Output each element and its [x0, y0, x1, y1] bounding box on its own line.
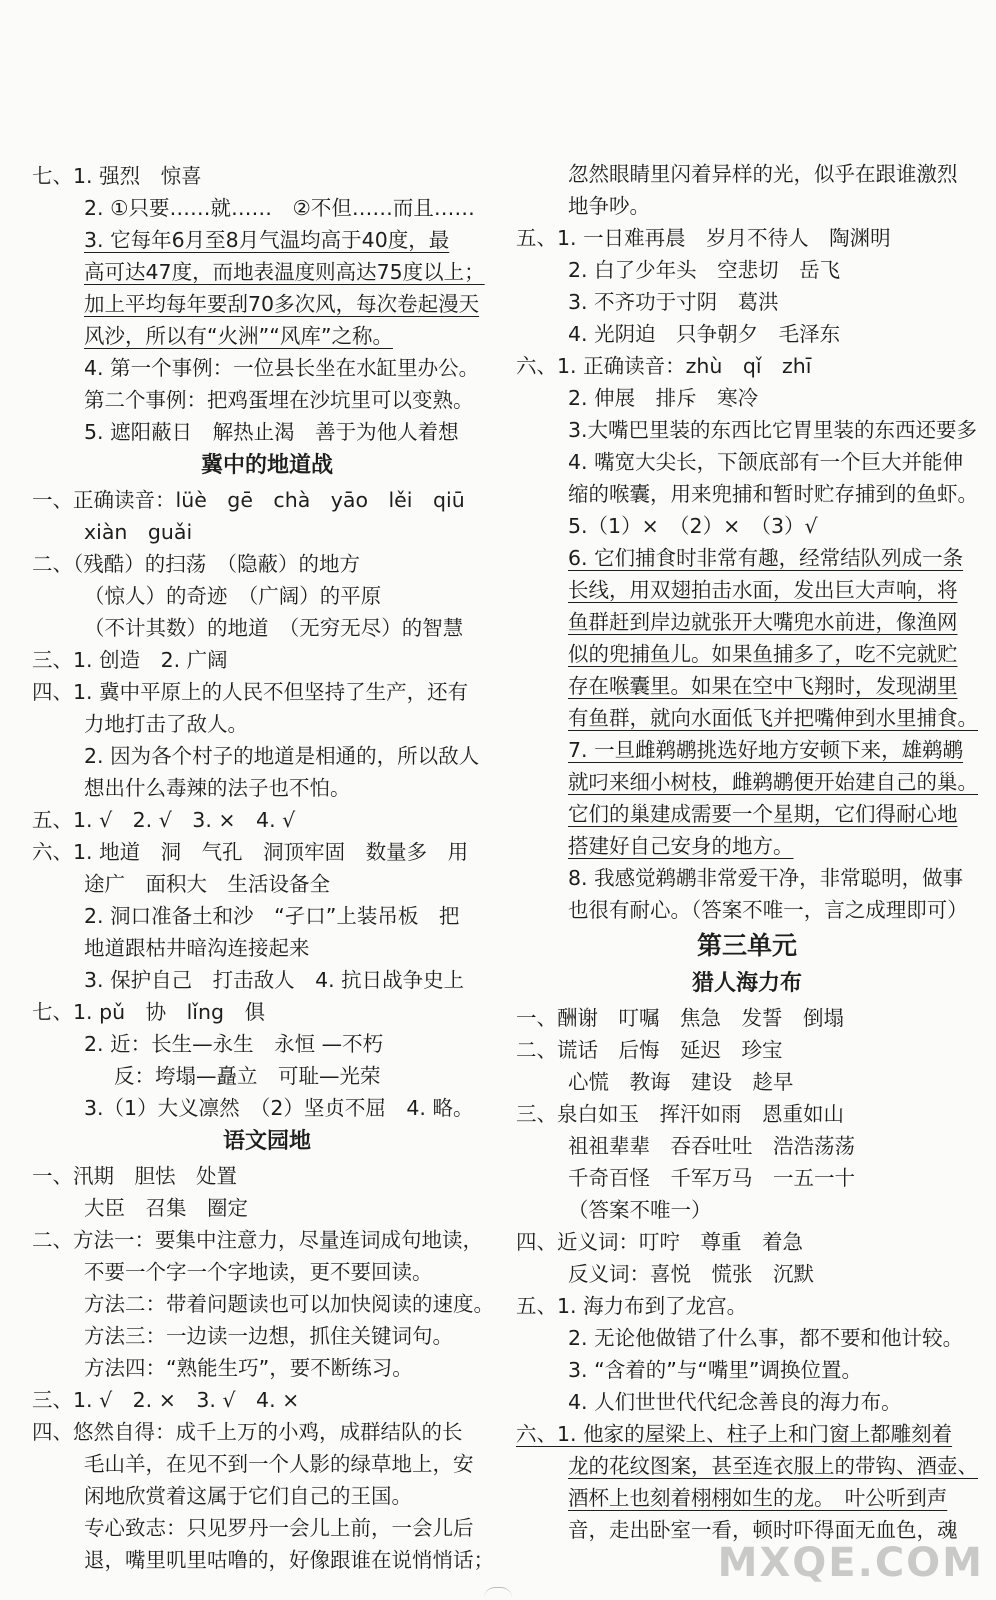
- answer-line: 7. 一旦雌鹈鹕挑选好地方安顿下来，雄鹈鹕: [568, 738, 964, 762]
- answer-line: （不计其数）的地道 （无穷无尽）的智慧: [84, 616, 464, 640]
- answer-line: 高可达47度，而地表温度则高达75度以上；: [84, 260, 485, 284]
- answer-line: 3. “含着的”与“嘴里”调换位置。: [568, 1358, 863, 1382]
- answer-line: 它们的巢建成需要一个星期，它们得耐心地: [568, 802, 958, 826]
- answer-line: 3.大嘴巴里装的东西比它胃里装的东西还要多: [568, 418, 978, 442]
- answer-line: 2. 伸展 排斥 寒冷: [568, 386, 759, 410]
- right-column: [516, 158, 978, 1546]
- answer-line: 闲地欣赏着这属于它们自己的王国。: [84, 1484, 412, 1508]
- answer-line: 就叼来细小树枝，雌鹈鹕便开始建自己的巢。: [568, 770, 978, 794]
- answer-line: 地道跟枯井暗沟连接起来: [84, 936, 310, 960]
- answer-line: 反：垮塌—矗立 可耻—光荣: [114, 1064, 381, 1088]
- answer-line: 不要一个字一个字地读，更不要回读。: [84, 1260, 433, 1284]
- answer-line: 3. 不齐功于寸阴 葛洪: [568, 290, 779, 314]
- answer-line: 五、1. √ 2. √ 3. × 4. √: [32, 808, 296, 832]
- answer-line: 四、近义词：叮咛 尊重 着急: [516, 1230, 803, 1254]
- answer-line: 3.（1）大义凛然 （2）坚贞不屈 4. 略。: [84, 1096, 474, 1120]
- site-watermark: MXQE.COM: [717, 1540, 984, 1586]
- answer-line: 力地打击了敌人。: [84, 712, 248, 736]
- section-heading: 猎人海力布: [691, 971, 802, 996]
- answer-line: 忽然眼睛里闪着异样的光，似乎在跟谁激烈: [568, 162, 958, 186]
- answer-line: 七、1. pǔ 协 lǐng 俱: [32, 1000, 265, 1024]
- answer-line: xiàn guǎi: [84, 520, 193, 544]
- answer-line: 5. 遮阳蔽日 解热止渴 善于为他人着想: [84, 420, 459, 444]
- answer-line: 方法二：带着问题读也可以加快阅读的速度。: [84, 1292, 494, 1316]
- answer-line: 大臣 召集 圈定: [84, 1196, 248, 1220]
- answer-line: 毛山羊，在见不到一个人影的绿草地上，安: [84, 1452, 474, 1476]
- answer-line: 途广 面积大 生活设备全: [84, 872, 330, 896]
- answer-line: 一、正确读音：lüè gē chà yāo lěi qiū: [32, 488, 465, 512]
- answer-line: 三、1. 创造 2. 广阔: [32, 648, 228, 672]
- answer-line: 祖祖辈辈 吞吞吐吐 浩浩荡荡: [568, 1134, 855, 1158]
- answer-line: 反义词：喜悦 慌张 沉默: [568, 1262, 814, 1286]
- answer-line: 六、1. 地道 洞 气孔 洞顶牢固 数量多 用: [32, 840, 469, 864]
- answer-line: 也很有耐心。（答案不唯一，言之成理即可）: [568, 898, 968, 922]
- answer-line: 七、1. 强烈 惊喜: [32, 164, 202, 188]
- answer-line: 5.（1）× （2）× （3）√: [568, 514, 818, 538]
- answer-line: 有鱼群，就向水面低飞并把嘴伸到水里捕食。: [568, 706, 978, 730]
- answer-line: 存在喉囊里。如果在空中飞翔时，发现湖里: [568, 674, 958, 698]
- answer-line: 五、1. 海力布到了龙宫。: [516, 1294, 748, 1318]
- answer-line: 地争吵。: [568, 194, 650, 218]
- answer-line: 千奇百怪 千军万马 一五一十: [568, 1166, 855, 1190]
- answer-line: 4. 第一个事例：一位县长坐在水缸里办公。: [84, 356, 480, 380]
- answer-line: （答案不唯一）: [568, 1198, 712, 1222]
- answer-line: 音，走出卧室一看，顿时吓得面无血色，魂: [568, 1518, 958, 1542]
- answer-line: 2. 无论他做错了什么事，都不要和他计较。: [568, 1326, 964, 1350]
- answer-line: 一、酬谢 叮嘱 焦急 发誓 倒塌: [516, 1006, 844, 1030]
- answer-line: （惊人）的奇迹 （广阔）的平原: [84, 584, 382, 608]
- answer-line: 2. 洞口准备土和沙 “孑口”上装吊板 把: [84, 904, 460, 928]
- answer-line: 缩的喉囊，用来兜捕和暂时贮存捕到的鱼虾。: [568, 482, 978, 506]
- answer-line: 8. 我感觉鹈鹕非常爱干净，非常聪明，做事: [568, 866, 964, 890]
- answer-line: 6. 它们捕食时非常有趣，经常结队列成一条: [568, 546, 964, 570]
- answer-line: 风沙，所以有“火洲”“风库”之称。: [84, 324, 393, 348]
- answer-line: 二、方法一：要集中注意力，尽量连词成句地读，: [32, 1228, 483, 1252]
- answer-line: 退，嘴里叽里咕噜的，好像跟谁在说悄悄话；: [84, 1548, 494, 1572]
- answer-line: 六、1. 他家的屋梁上、柱子上和门窗上都雕刻着: [516, 1422, 953, 1446]
- section-heading: 第三单元: [696, 931, 797, 960]
- answer-line: 3. 它每年6月至8月气温均高于40度，最: [84, 228, 450, 252]
- answer-line: 四、1. 冀中平原上的人民不但坚持了生产，还有: [32, 680, 469, 704]
- answer-line: 似的兜捕鱼儿。如果鱼捕多了，吃不完就贮: [568, 642, 958, 666]
- answer-line: 长线，用双翅拍击水面，发出巨大声响，将: [568, 578, 958, 602]
- answer-line: 心慌 教诲 建设 趁早: [568, 1070, 794, 1094]
- section-heading: 冀中的地道战: [200, 453, 333, 478]
- answer-line: 二、（残酷）的扫荡 （隐蔽）的地方: [32, 552, 360, 576]
- answer-line: 2. 因为各个村子的地道是相通的，所以敌人: [84, 744, 480, 768]
- answer-line: 三、1. √ 2. × 3. √ 4. ×: [32, 1388, 300, 1412]
- left-column: [32, 160, 502, 1576]
- answer-line: 搭建好自己安身的地方。: [568, 834, 794, 858]
- answer-line: 四、悠然自得：成千上万的小鸡，成群结队的长: [32, 1420, 463, 1444]
- answer-line: 龙的花纹图案，甚至连衣服上的带钩、酒壶、: [568, 1454, 978, 1478]
- answer-line: 4. 人们世世代代纪念善良的海力布。: [568, 1390, 902, 1414]
- answer-line: 方法三：一边读一边想，抓住关键词句。: [84, 1324, 453, 1348]
- answer-line: 酒杯上也刻着栩栩如生的龙。 叶公听到声: [568, 1486, 948, 1510]
- answer-line: 六、1. 正确读音：zhù qǐ zhī: [516, 354, 812, 378]
- answer-line: 第二个事例：把鸡蛋埋在沙坑里可以变熟。: [84, 388, 474, 412]
- answer-line: 二、谎话 后悔 延迟 珍宝: [516, 1038, 783, 1062]
- answer-line: 加上平均每年要刮70多次风，每次卷起漫天: [84, 292, 480, 316]
- answer-line: 一、汛期 胆怯 处置: [32, 1164, 237, 1188]
- answer-line: 2. 近：长生—永生 永恒 —不朽: [84, 1032, 384, 1056]
- answer-line: 2. 白了少年头 空悲切 岳飞: [568, 258, 841, 282]
- answer-line: 2. ①只要……就…… ②不但……而且……: [84, 196, 475, 220]
- answer-line: 方法四：“熟能生巧”，要不断练习。: [84, 1356, 413, 1380]
- answer-line: 3. 保护自己 打击敌人 4. 抗日战争史上: [84, 968, 465, 992]
- section-heading: 语文园地: [222, 1129, 311, 1154]
- answer-line: 三、泉白如玉 挥汗如雨 恩重如山: [516, 1102, 844, 1126]
- answer-line: 鱼群赶到岸边就张开大嘴兜水前进，像渔网: [568, 610, 958, 634]
- answer-line: 4. 嘴宽大尖长，下颌底部有一个巨大并能伸: [568, 450, 964, 474]
- page-number-mark: [484, 1587, 512, 1598]
- answer-line: 专心致志：只见罗丹一会儿上前，一会儿后: [84, 1516, 474, 1540]
- answer-line: 4. 光阴迫 只争朝夕 毛泽东: [568, 322, 841, 346]
- answer-line: 五、1. 一日难再晨 岁月不待人 陶渊明: [516, 226, 891, 250]
- answer-line: 想出什么毒辣的法子也不怕。: [84, 776, 351, 800]
